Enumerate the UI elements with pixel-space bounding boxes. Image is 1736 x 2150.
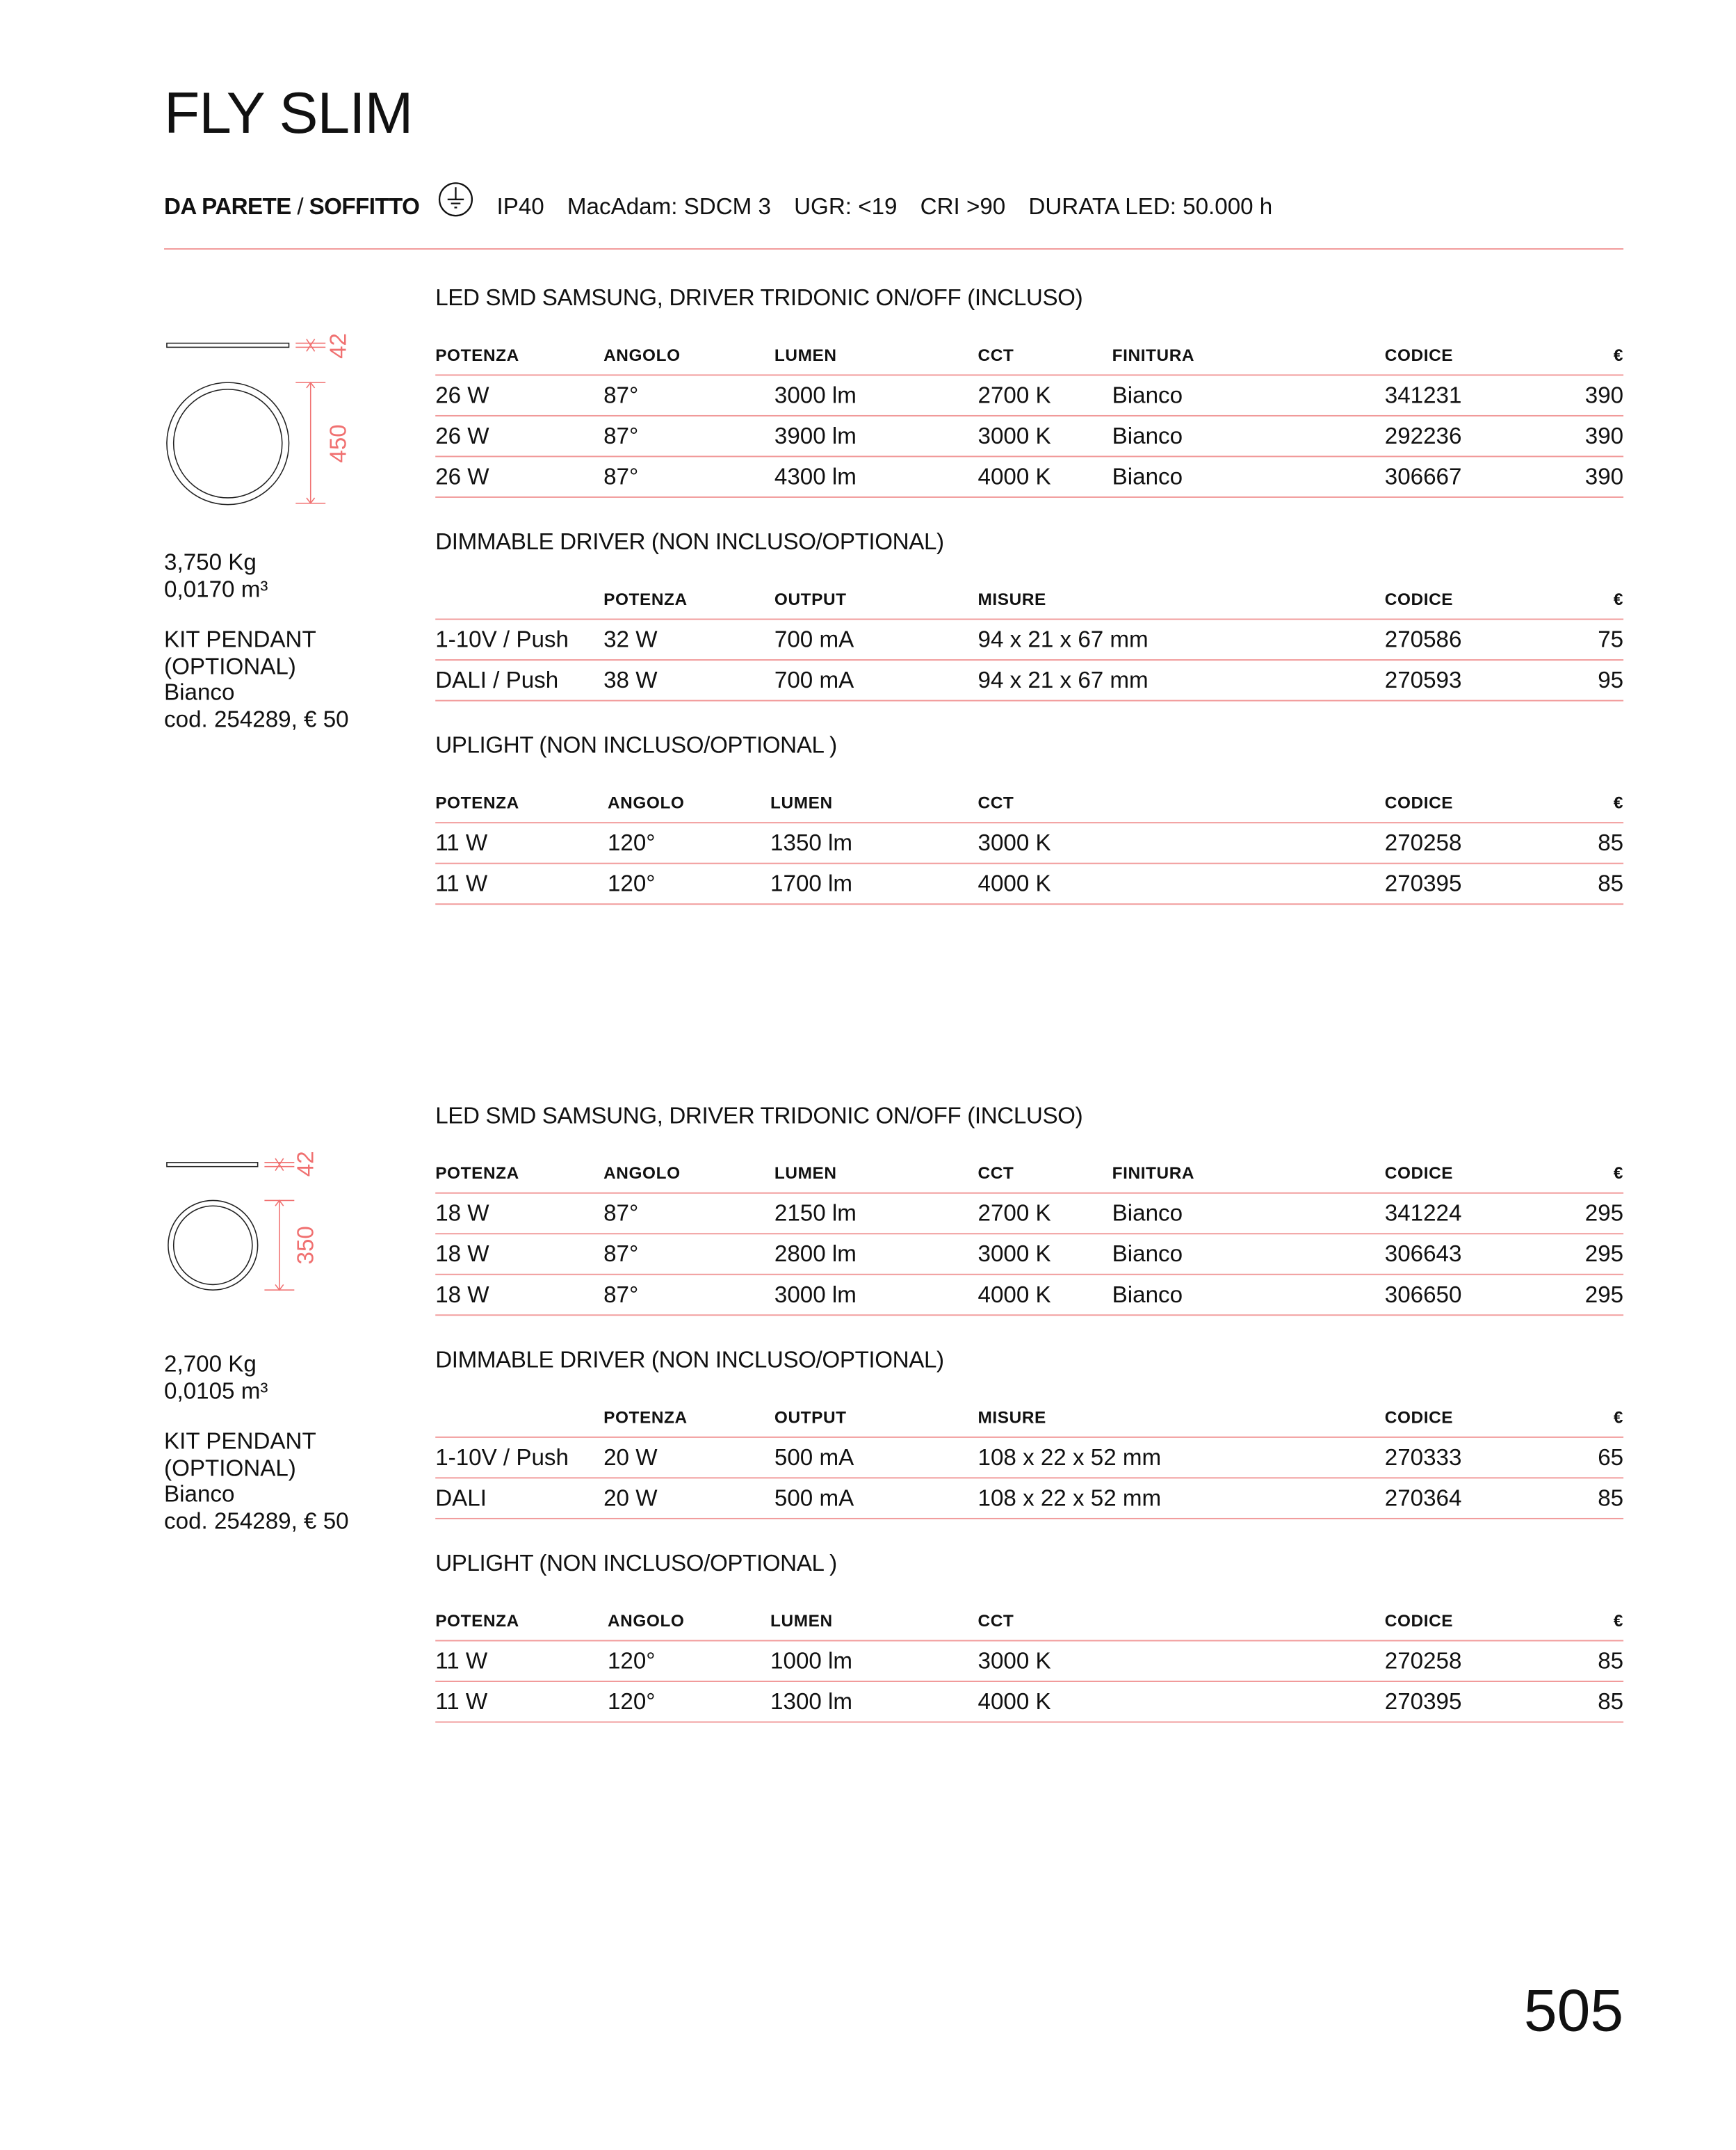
table-cell: 700 mA xyxy=(774,666,854,693)
table-cell: 75 xyxy=(1598,626,1624,652)
column-header: ANGOLO xyxy=(603,345,681,364)
column-header: LUMEN xyxy=(774,345,837,364)
table-cell: 120° xyxy=(607,829,656,855)
column-header: € xyxy=(1613,1610,1624,1630)
table-cell: 38 W xyxy=(603,666,658,693)
table-cell: 1-10V / Push xyxy=(435,1444,569,1470)
table-cell: 120° xyxy=(607,1647,656,1674)
table-header-row xyxy=(435,1153,1623,1194)
column-header: POTENZA xyxy=(603,1407,688,1427)
column-header: CCT xyxy=(977,1610,1014,1630)
volume: 0,0170 m³ xyxy=(164,576,268,602)
kit-line: (OPTIONAL) xyxy=(164,653,296,679)
led-table xyxy=(435,1103,1623,1316)
column-header: ANGOLO xyxy=(607,1610,685,1630)
kit-line: (OPTIONAL) xyxy=(164,1455,296,1481)
table-cell: 85 xyxy=(1598,870,1624,896)
spec-led-life: DURATA LED: 50.000 h xyxy=(1028,193,1273,220)
column-header: € xyxy=(1613,793,1624,812)
product-title: FLY SLIM xyxy=(164,81,413,147)
kit-line: KIT PENDANT xyxy=(164,1428,316,1455)
table-cell: 270395 xyxy=(1384,870,1462,896)
table-row xyxy=(435,1438,1623,1479)
column-header: € xyxy=(1613,1407,1624,1427)
column-header: ANGOLO xyxy=(603,1163,681,1183)
table-cell: 65 xyxy=(1598,1444,1624,1470)
table-title: UPLIGHT (NON INCLUSO/OPTIONAL ) xyxy=(435,732,837,759)
column-header: LUMEN xyxy=(770,793,833,812)
table-cell: DALI xyxy=(435,1485,487,1511)
table-cell: 3000 lm xyxy=(774,1281,857,1307)
table-row xyxy=(435,823,1623,864)
table-header-row xyxy=(435,1601,1623,1642)
weight: 3,750 Kg xyxy=(164,549,257,576)
table-cell: DALI / Push xyxy=(435,666,559,693)
column-header: LUMEN xyxy=(774,1163,837,1183)
column-header: CCT xyxy=(977,345,1014,364)
table-cell: 295 xyxy=(1584,1240,1624,1267)
table-cell: 108 x 22 x 52 mm xyxy=(977,1444,1162,1470)
column-header: OUTPUT xyxy=(774,589,847,608)
column-header: CODICE xyxy=(1384,1163,1454,1183)
table-cell: 95 xyxy=(1598,666,1624,693)
column-header: CODICE xyxy=(1384,793,1454,812)
earth-ground-icon xyxy=(439,181,474,217)
table-row xyxy=(435,457,1623,498)
kit-line: KIT PENDANT xyxy=(164,627,316,653)
table-cell: 3000 K xyxy=(977,1240,1051,1267)
header-divider xyxy=(164,248,1623,250)
table-row xyxy=(435,375,1623,417)
table-cell: 270586 xyxy=(1384,626,1462,652)
table-cell: 2800 lm xyxy=(774,1240,857,1267)
table-title: DIMMABLE DRIVER (NON INCLUSO/OPTIONAL) xyxy=(435,1347,944,1373)
table-row xyxy=(435,1194,1623,1235)
table-cell: 11 W xyxy=(435,1688,488,1714)
spec-ip: IP40 xyxy=(496,193,544,220)
column-header: € xyxy=(1613,589,1624,608)
table-row xyxy=(435,620,1623,661)
product-drawing-350 xyxy=(156,1144,346,1307)
table-title: LED SMD SAMSUNG, DRIVER TRIDONIC ON/OFF (INCLUSO) xyxy=(435,1103,1083,1129)
spec-macadam: MacAdam: SDCM 3 xyxy=(567,193,771,220)
table-cell: 306667 xyxy=(1384,463,1462,490)
table-cell: 270364 xyxy=(1384,1485,1462,1511)
table-cell: 87° xyxy=(603,1281,639,1307)
table-row xyxy=(435,417,1623,458)
table-cell: 11 W xyxy=(435,829,488,855)
table-cell: 1300 lm xyxy=(770,1688,853,1714)
table-cell: 390 xyxy=(1584,463,1624,490)
table-row xyxy=(435,1234,1623,1275)
table-cell: 20 W xyxy=(603,1444,658,1470)
table-cell: 4000 K xyxy=(977,463,1051,490)
table-cell: 270258 xyxy=(1384,1647,1462,1674)
table-cell: 390 xyxy=(1584,382,1624,408)
kit-line: Bianco xyxy=(164,1481,235,1508)
dimension-height: 42 xyxy=(293,1151,319,1177)
table-header-row xyxy=(435,579,1623,620)
table-cell: 306643 xyxy=(1384,1240,1462,1267)
table-cell: 87° xyxy=(603,382,639,408)
uplight-table xyxy=(435,1551,1623,1723)
table-cell: Bianco xyxy=(1112,422,1183,448)
page-number: 505 xyxy=(1523,1978,1624,2044)
product-tables-450 xyxy=(435,285,1623,936)
table-title: LED SMD SAMSUNG, DRIVER TRIDONIC ON/OFF (INCLUSO) xyxy=(435,284,1083,311)
table-cell: 11 W xyxy=(435,1647,488,1674)
table-cell: 700 mA xyxy=(774,626,854,652)
column-header: MISURE xyxy=(977,1407,1046,1427)
table-cell: 26 W xyxy=(435,382,489,408)
table-row xyxy=(435,1641,1623,1682)
table-cell: 295 xyxy=(1584,1199,1624,1226)
spec-ugr: UGR: <19 xyxy=(794,193,898,220)
dimension-diameter: 350 xyxy=(293,1226,319,1265)
dimension-diameter: 450 xyxy=(325,424,352,463)
table-cell: 341231 xyxy=(1384,382,1462,408)
table-title: UPLIGHT (NON INCLUSO/OPTIONAL ) xyxy=(435,1550,837,1576)
table-cell: 94 x 21 x 67 mm xyxy=(977,626,1149,652)
table-cell: 18 W xyxy=(435,1281,489,1307)
table-cell: 3000 lm xyxy=(774,382,857,408)
table-cell: Bianco xyxy=(1112,463,1183,490)
column-header: POTENZA xyxy=(603,589,688,608)
table-cell: 85 xyxy=(1598,829,1624,855)
column-header: € xyxy=(1613,345,1624,364)
table-cell: 2700 K xyxy=(977,382,1051,408)
table-cell: 1350 lm xyxy=(770,829,853,855)
table-cell: 1700 lm xyxy=(770,870,853,896)
column-header: CODICE xyxy=(1384,589,1454,608)
table-cell: Bianco xyxy=(1112,382,1183,408)
mount-type-wall: DA PARETE xyxy=(164,193,291,220)
table-cell: 306650 xyxy=(1384,1281,1462,1307)
table-row xyxy=(435,661,1623,702)
table-cell: 3000 K xyxy=(977,1647,1051,1674)
table-cell: 26 W xyxy=(435,422,489,448)
weight: 2,700 Kg xyxy=(164,1350,257,1377)
table-cell: 1000 lm xyxy=(770,1647,853,1674)
table-cell: Bianco xyxy=(1112,1199,1183,1226)
product-weight-volume xyxy=(164,549,268,602)
table-cell: 18 W xyxy=(435,1240,489,1267)
column-header: € xyxy=(1613,1163,1624,1183)
table-cell: 87° xyxy=(603,1240,639,1267)
table-cell: 4000 K xyxy=(977,1281,1051,1307)
column-header: CCT xyxy=(977,793,1014,812)
kit-line: cod. 254289, € 50 xyxy=(164,1508,349,1534)
table-cell: 3000 K xyxy=(977,829,1051,855)
volume: 0,0105 m³ xyxy=(164,1377,268,1404)
spec-cri: CRI >90 xyxy=(920,193,1006,220)
uplight-table xyxy=(435,732,1623,905)
table-cell: 500 mA xyxy=(774,1485,854,1511)
table-cell: 32 W xyxy=(603,626,658,652)
kit-line: Bianco xyxy=(164,679,235,706)
led-table xyxy=(435,285,1623,498)
table-cell: 341224 xyxy=(1384,1199,1462,1226)
column-header: OUTPUT xyxy=(774,1407,847,1427)
column-header: MISURE xyxy=(977,589,1046,608)
table-cell: 270258 xyxy=(1384,829,1462,855)
column-header: CODICE xyxy=(1384,345,1454,364)
table-cell: 292236 xyxy=(1384,422,1462,448)
column-header: CODICE xyxy=(1384,1610,1454,1630)
table-cell: 94 x 21 x 67 mm xyxy=(977,666,1149,693)
table-cell: 26 W xyxy=(435,463,489,490)
kit-line: cod. 254289, € 50 xyxy=(164,706,349,732)
table-cell: 2700 K xyxy=(977,1199,1051,1226)
table-cell: 3900 lm xyxy=(774,422,857,448)
table-cell: 390 xyxy=(1584,422,1624,448)
column-header: POTENZA xyxy=(435,1610,519,1630)
driver-table xyxy=(435,1347,1623,1519)
table-cell: 20 W xyxy=(603,1485,658,1511)
table-header-row xyxy=(435,335,1623,376)
table-cell: 2150 lm xyxy=(774,1199,857,1226)
table-cell: 4000 K xyxy=(977,1688,1051,1714)
table-cell: Bianco xyxy=(1112,1281,1183,1307)
table-row xyxy=(435,1682,1623,1723)
kit-pendant-info xyxy=(164,627,349,732)
table-cell: 1-10V / Push xyxy=(435,626,569,652)
mount-type-ceiling: SOFFITTO xyxy=(309,193,420,220)
table-header-row xyxy=(435,1397,1623,1438)
product-drawing-450 xyxy=(156,325,373,515)
product-weight-volume xyxy=(164,1351,268,1404)
column-header: POTENZA xyxy=(435,1163,519,1183)
table-cell: 270593 xyxy=(1384,666,1462,693)
table-cell: 11 W xyxy=(435,870,488,896)
table-cell: 108 x 22 x 52 mm xyxy=(977,1485,1162,1511)
driver-table xyxy=(435,529,1623,702)
table-row xyxy=(435,864,1623,905)
table-row xyxy=(435,1275,1623,1316)
column-header: CCT xyxy=(977,1163,1014,1183)
table-cell: 4300 lm xyxy=(774,463,857,490)
column-header: ANGOLO xyxy=(607,793,685,812)
table-cell: 120° xyxy=(607,870,656,896)
table-cell: 270395 xyxy=(1384,1688,1462,1714)
dimension-height: 42 xyxy=(325,333,352,359)
table-cell: 85 xyxy=(1598,1647,1624,1674)
table-title: DIMMABLE DRIVER (NON INCLUSO/OPTIONAL) xyxy=(435,528,944,555)
table-row xyxy=(435,1478,1623,1519)
table-header-row xyxy=(435,783,1623,824)
product-tables-350 xyxy=(435,1103,1623,1754)
table-cell: 270333 xyxy=(1384,1444,1462,1470)
table-cell: 87° xyxy=(603,1199,639,1226)
table-cell: 120° xyxy=(607,1688,656,1714)
table-cell: 500 mA xyxy=(774,1444,854,1470)
column-header: FINITURA xyxy=(1112,1163,1195,1183)
table-cell: 18 W xyxy=(435,1199,489,1226)
column-header: LUMEN xyxy=(770,1610,833,1630)
product-subheader xyxy=(164,194,1272,221)
table-cell: Bianco xyxy=(1112,1240,1183,1267)
column-header: FINITURA xyxy=(1112,345,1195,364)
table-cell: 3000 K xyxy=(977,422,1051,448)
column-header: CODICE xyxy=(1384,1407,1454,1427)
table-cell: 87° xyxy=(603,422,639,448)
table-cell: 87° xyxy=(603,463,639,490)
table-cell: 85 xyxy=(1598,1688,1624,1714)
column-header: POTENZA xyxy=(435,345,519,364)
mount-separator: / xyxy=(291,193,309,220)
column-header: POTENZA xyxy=(435,793,519,812)
kit-pendant-info xyxy=(164,1428,349,1534)
table-cell: 4000 K xyxy=(977,870,1051,896)
table-cell: 85 xyxy=(1598,1485,1624,1511)
table-cell: 295 xyxy=(1584,1281,1624,1307)
